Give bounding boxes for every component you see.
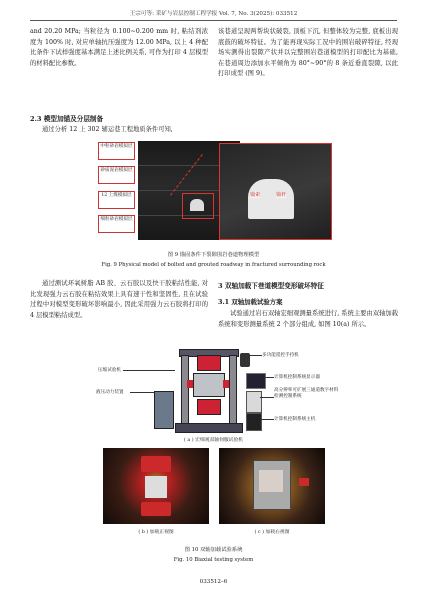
right-paragraph-1: 该巷道呈现两帮块状破裂, 顶板下沉, 但整体较为完整, 底板出现底鼓的破坏特征。为了能再现实际工况中的围岩破碎特征, 经现场实测得出裂隙产状并以完整围岩巷道模型的打印配比为基础, 在巷道周边添加水平倾角为 80°~90°的 8 条近垂直裂隙, 以此打印成型 (图 9)。 <box>218 28 398 78</box>
layer-label-sandy-mudstone: 砂质泥岩模拟层 <box>98 166 135 184</box>
section-3-1-heading: 3.1 双轴加载试验方案 <box>218 298 283 306</box>
monitor-drawing <box>246 373 266 389</box>
header-rule <box>30 20 397 21</box>
roadway-closeup <box>248 179 294 219</box>
fig9-caption-cn: 图 9 锚固条件下裂隙围岩巷道物理模型 <box>167 252 260 258</box>
figure-10a <box>90 347 345 435</box>
rock-bolt-label: 锚杆 <box>276 192 287 198</box>
layer-label-coal-seam: 12 上煤模拟层 <box>98 191 135 209</box>
layer-label-fine-sandstone: 细粒砂岩模拟层 <box>98 215 135 233</box>
hydraulic-unit-label: 液压动力装置 <box>96 390 124 395</box>
remote-handset-drawing <box>240 353 250 367</box>
control-system-label: 高分辨率可扩展三通道数字材料检测控制系统 <box>274 388 339 400</box>
biaxial-machine-drawing <box>175 347 241 433</box>
model-closeup-photo <box>219 143 332 240</box>
monitor-label: 计算机控制系统显示器 <box>274 375 320 380</box>
left-paragraph-3: 通过测试环氧树脂 AB 胶、云石胶以及快干胶粘结性能, 对比发现强力云石胶在粘结效果上具有速干性和坚固性, 且在试验过程中对模型变形破坏影响最小, 因此采用强力云石胶将打印的 4 层模型粘结成型。 <box>30 280 208 319</box>
hydraulic-unit-drawing <box>154 391 174 429</box>
anchor-cable-label: 锚索 <box>250 192 261 198</box>
page-number: 033512–6 <box>199 579 228 585</box>
remote-handset-label: 多功能遥控手持机 <box>262 353 299 358</box>
loading-front-photo <box>103 448 209 524</box>
right-paragraph-2: 试验通过岩石双轴宏细观测量系统进行, 系统主要由双轴加载系统和变形测量系统 2 个部分组成, 如图 10(a) 所示。 <box>218 310 398 328</box>
section-3-heading: 3 双轴加载下巷道模型变形破坏特征 <box>218 282 324 290</box>
left-paragraph-1: and 20.20 MPa; 当粒径为 0.100~0.200 mm 时, 粘结剂浓度为 100% 时, 对应单轴抗压强度为 12.00 MPa, 以上 4 种配比条件下试样强度基本满足上述比例关系, 可作为打印 4 层模型的材料配比参数。 <box>30 28 208 67</box>
fig10c-label: ( c ) 加载右视图 <box>254 530 290 535</box>
loading-right-photo <box>219 448 325 524</box>
fig10b-label: ( b ) 加载正视图 <box>138 530 174 535</box>
left-paragraph-2: 通过分析 12 上 302 辅运巷工程地质条件可知, <box>42 126 173 133</box>
fig10-caption-cn: 图 10 双轴加载试验系统 <box>184 547 243 553</box>
fig10a-label: ( a ) 宏细观双轴伺服试验机 <box>183 438 244 443</box>
computer-host-drawing <box>246 413 262 431</box>
figure-9 <box>98 141 330 242</box>
running-header: 王宗可等: 采矿与岩层控制工程学报 Vol. 7, No. 3(2025): 033512 <box>129 11 298 17</box>
section-2-3-heading: 2.3 模型加锚及分层制备 <box>30 115 104 123</box>
fig9-caption-en: Fig. 9 Physical model of bolted and grouted roadway in fractured surrounding rock <box>101 262 326 268</box>
control-system-drawing <box>246 391 262 413</box>
layer-label-medium-sandstone: 中粒砂岩模拟层 <box>98 142 135 160</box>
fig10-caption-en: Fig. 10 Biaxial testing system <box>173 557 254 563</box>
compression-machine-label: 压缩试验机 <box>98 368 121 373</box>
computer-host-label: 计算机控制系统主机 <box>274 417 316 422</box>
